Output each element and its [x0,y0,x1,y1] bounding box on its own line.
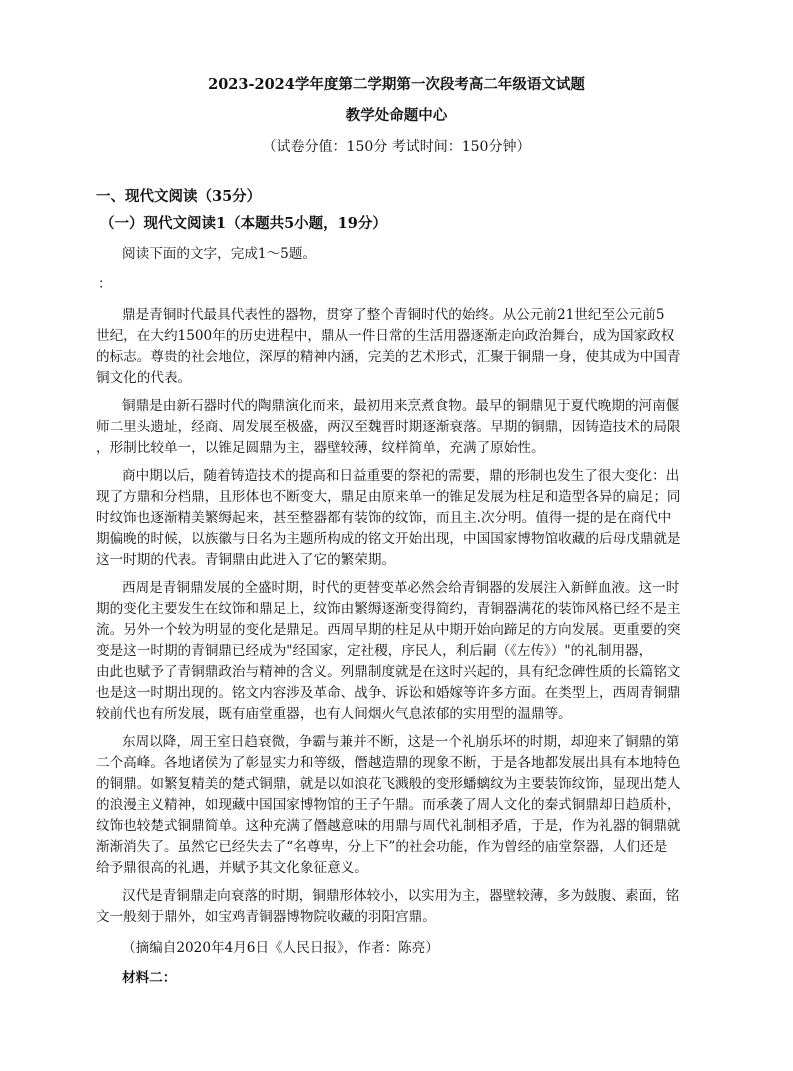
reading-instruction: 阅读下面的文字，完成1～5题。 [122,246,317,262]
exam-info: （试卷分值：150分 考试时间：150分钟） [262,139,531,155]
text-line: 给予鼎很高的礼遇，并赋予其文化象征意义。 [96,860,368,876]
material-two-label: 材料二： [122,970,177,986]
section-subheading: （一）现代文阅读1（本题共5小题，19分） [100,215,387,232]
text-line: 期的变化主要发生在纹饰和鼎足上，纹饰由繁缛逐渐变得简约，青铜器满花的装饰风格已经不是主 [96,601,681,617]
text-line: 东周以降，周王室日趋衰微，争霸与兼并不断，这是一个礼崩乐坏的时期，却迎来了铜鼎的第 [122,734,680,750]
text-line: 较前代也有所发展，既有庙堂重器，也有人间烟火气息浓郁的实用型的温鼎等。 [96,706,572,722]
text-line: 时纹饰也逐渐精美繁缛起来，甚至整器都有装饰的纹饰，而且主.次分明。值得一提的是在商代中 [96,510,672,526]
text-line: 由此也赋予了青铜鼎政治与精神的含义。列鼎制度就是在这时兴起的，具有纪念碑性质的长篇铭文 [96,664,681,680]
text-line: 文一般刻于鼎外，如宝鸡青铜器博物院收藏的羽阳宫鼎。 [96,909,436,925]
text-line: 现了方鼎和分档鼎，且形体也不断变大，鼎足由原来单一的锥足发展为柱足和造型各异的扁足；同 [96,489,681,505]
text-line: 变是这一时期的青铜鼎已经成为"经国家，定社稷，序民人，利后嗣（《左传》）"的礼制用器， [96,643,653,659]
text-line: 的铜鼎。如繁复精美的楚式铜鼎，就是以如浪花飞溅般的变形蟠螭纹为主要装饰纹饰，显现出楚人 [96,776,681,792]
exam-title: 2023-2024学年度第二学期第一次段考高二年级语文试题 [208,76,585,93]
text-line: 期偏晚的时候，以族徽与日名为主题所构成的铭文开始出现，中国国家博物馆收藏的后母戊鼎就是 [96,531,681,547]
text-line: 铜文化的代表。 [96,370,192,386]
text-line: 这一时期的代表。青铜鼎由此进入了它的繁荣期。 [96,552,396,568]
text-line: 铜鼎是由新石器时代的陶鼎演化而来，最初用来烹煮食物。最早的铜鼎见于夏代晚期的河南偃 [122,398,680,414]
text-line: 商中期以后，随着铸造技术的提高和日益重要的祭祀的需要，鼎的形制也发生了很大变化：出 [122,468,680,484]
text-line: 流。另外一个较为明显的变化是鼎足。西周早期的柱足从中期开始向蹄足的方向发展。更重要的突 [96,622,681,638]
colon-mark: ： [98,276,112,292]
text-line: 师二里头遗址，经商、周发展至极盛，两汉至魏晋时期逐渐衰落。早期的铜鼎，因铸造技术的局限 [96,419,681,435]
section-heading: 一、现代文阅读（35分） [96,188,262,205]
text-line: 的标志。尊贵的社会地位，深厚的精神内涵，完美的艺术形式，汇聚于铜鼎一身，使其成为中国青 [96,349,681,365]
text-line: 二个高峰。各地诸侯为了彰显实力和等级，僭越造鼎的现象不断，于是各地都发展出具有本地特色 [96,755,681,771]
text-line: 世纪，在大约1500年的历史进程中，鼎从一件日常的生活用器逐渐走向政治舞台，成为国家政权 [96,328,675,344]
exam-issuer: 教学处命题中心 [345,107,448,124]
text-line: 西周是青铜鼎发展的全盛时期，时代的更替变革必然会给青铜器的发展注入新鲜血液。这一时 [122,580,680,596]
text-line: 的浪漫主义精神，如现藏中国国家博物馆的王子午鼎。而承袭了周人文化的秦式铜鼎却日趋质朴， [96,797,681,813]
text-line: 鼎是青铜时代最具代表性的器物，贯穿了整个青铜时代的始终。从公元前21世纪至公元前5 [122,307,665,323]
text-line: 汉代是青铜鼎走向衰落的时期，铜鼎形体较小，以实用为主，器壁较薄，多为鼓腹、素面，铭 [122,888,680,904]
text-line: 也是这一时期出现的。铭文内容涉及革命、战争、诉讼和婚嫁等许多方面。在类型上，西周青铜鼎 [96,685,681,701]
text-line: 纹饰也较楚式铜鼎简单。这种充满了僭越意味的用鼎与周代礼制相矛盾，于是，作为礼器的铜鼎就 [96,818,681,834]
text-line: 渐渐消失了。虽然它已经失去了“名尊卑，分上下”的社会功能，作为曾经的庙堂祭器，人们还是 [96,839,668,855]
source-citation: （摘编自2020年4月6日《人民日报》，作者：陈亮） [122,940,439,956]
text-line: ，形制比较单一，以锥足圆鼎为主，器壁较薄，纹样简单，充满了原始性。 [96,440,545,456]
